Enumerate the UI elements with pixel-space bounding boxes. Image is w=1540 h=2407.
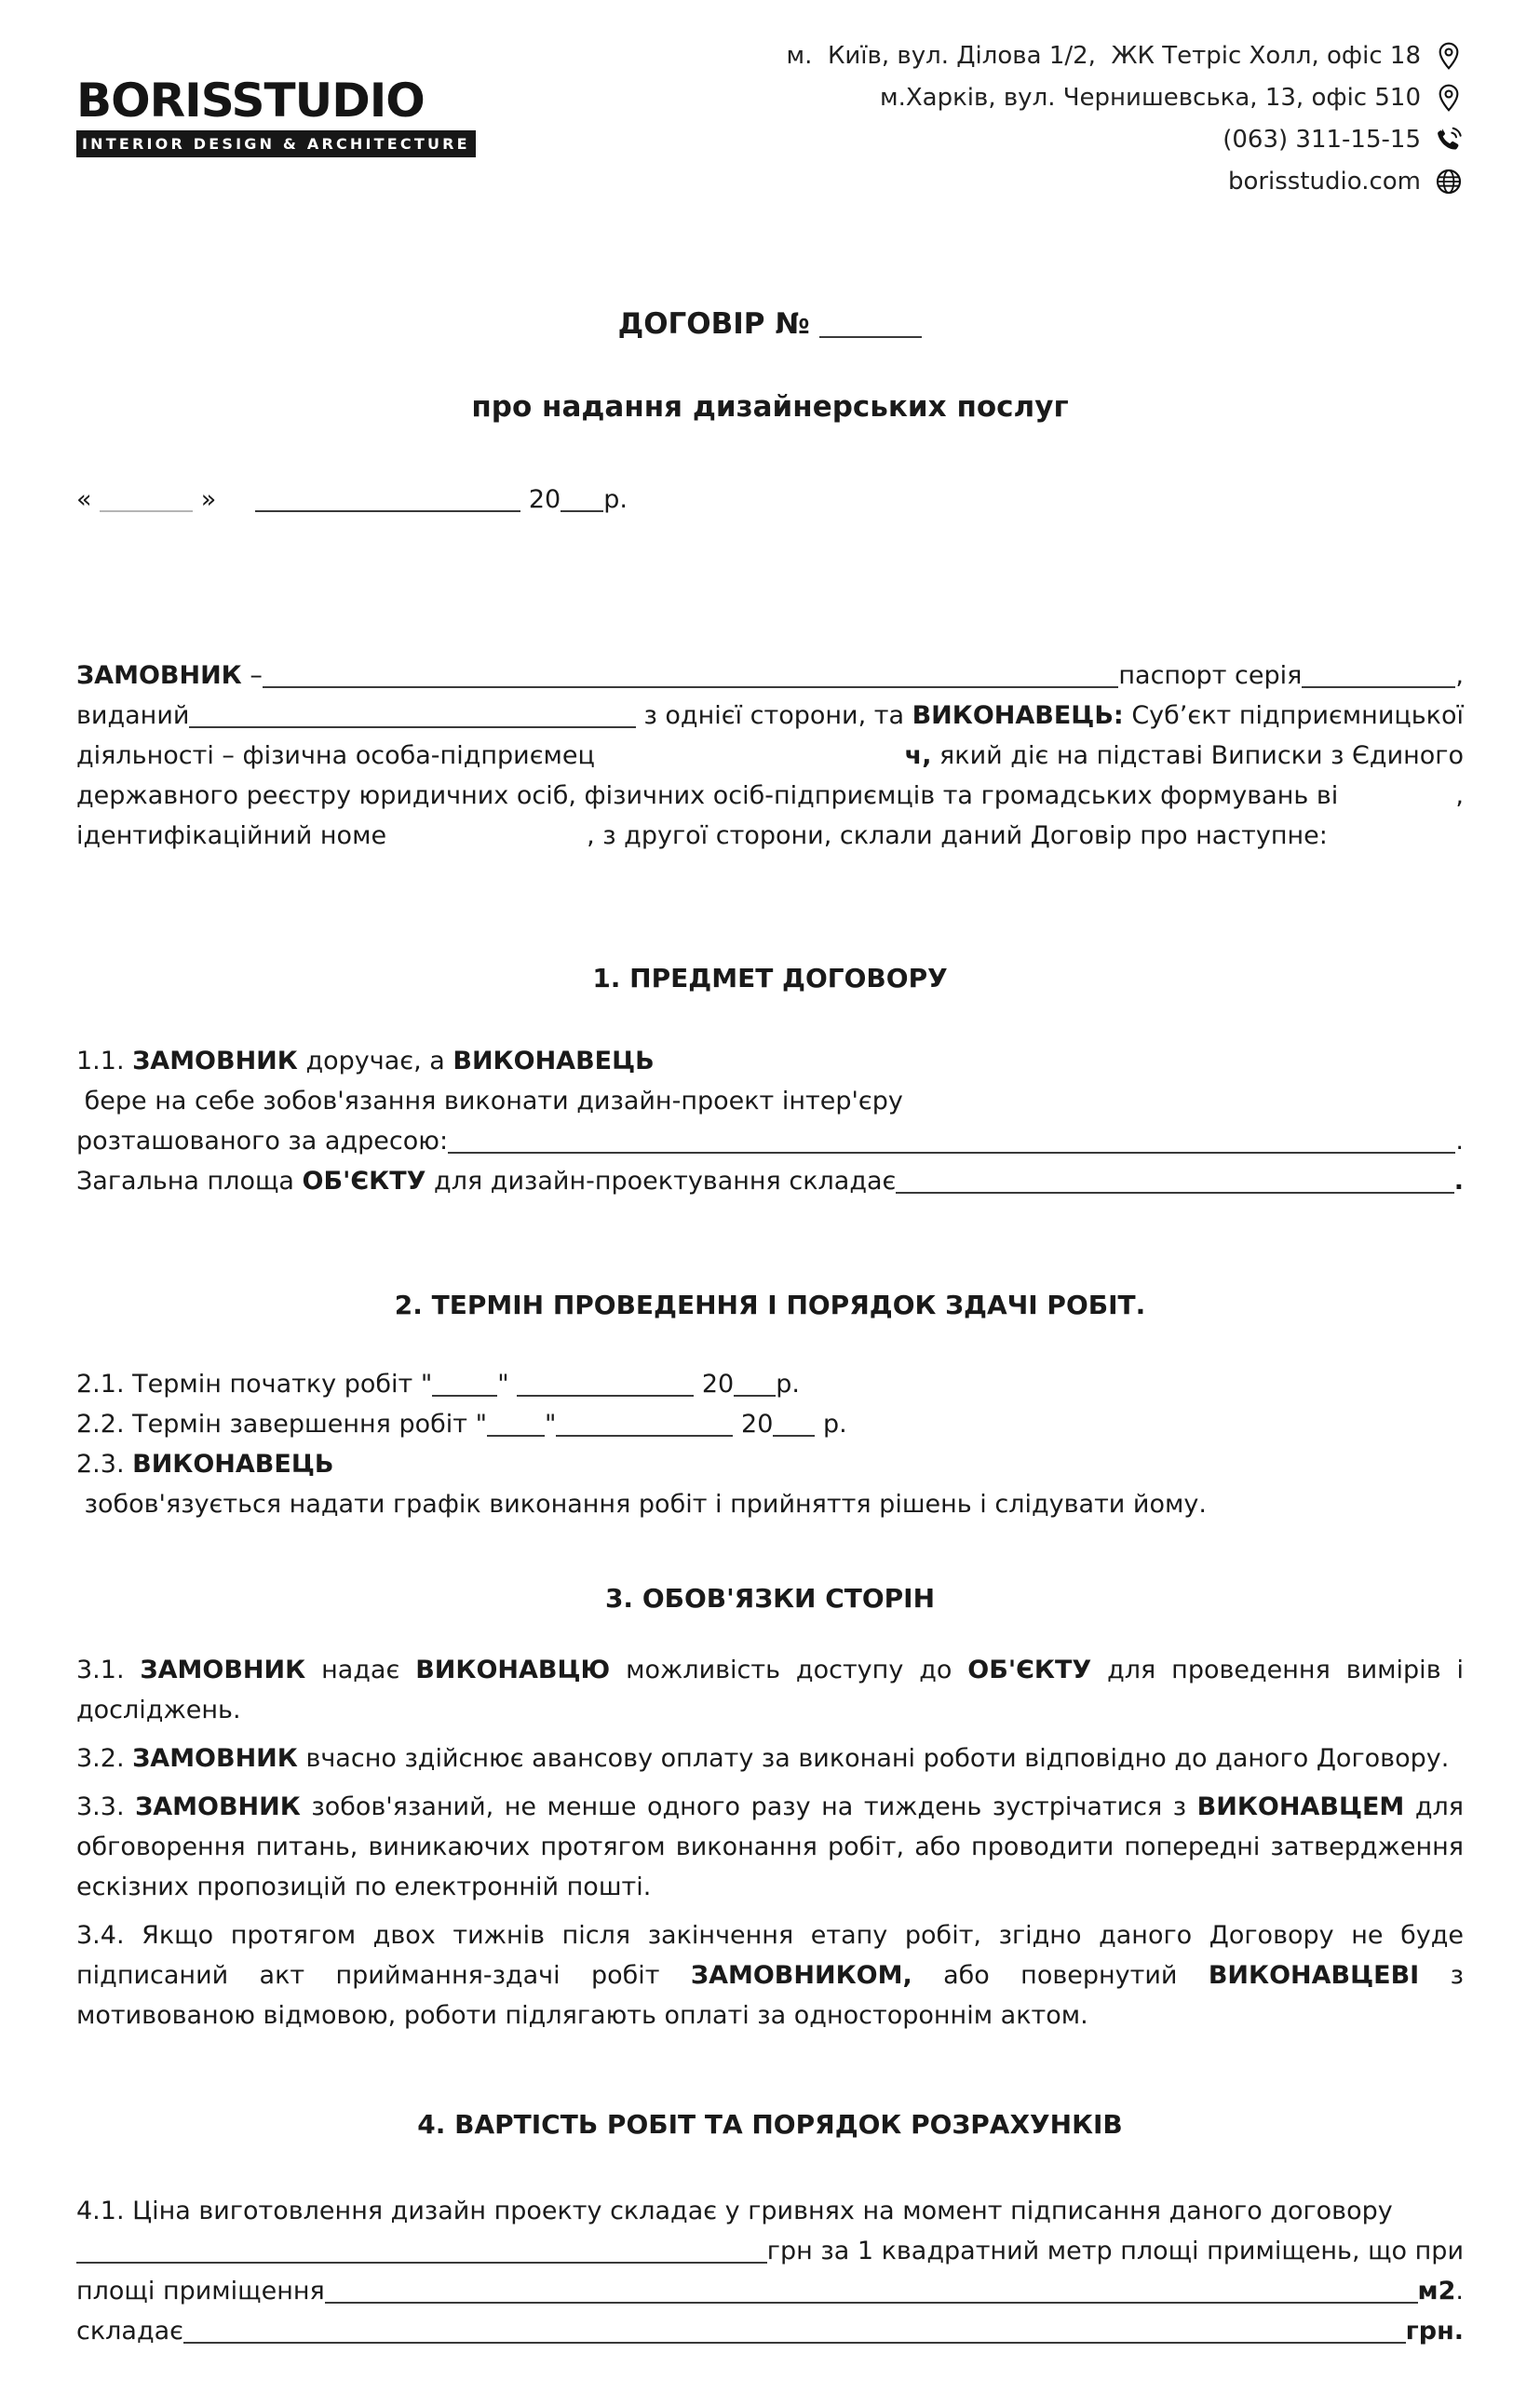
bold-text-run: ВИКОНАВЦЕМ [1196,1792,1405,1821]
text-run: « [76,485,101,514]
bold-text-run: ОБ'ЄКТУ [302,1167,426,1196]
section-1-heading [76,958,1464,998]
text-run: виданий [76,701,190,730]
section-4-body [76,2191,1464,2351]
intro-line-3 [76,736,1464,776]
bold-text-run: ЗАМОВНИК [76,661,242,690]
redacted-gap [1338,806,1455,808]
text-run: ідентифікаційний номе [76,821,387,850]
contact-row-phone [1223,125,1464,155]
clause-2-1 [76,1364,1464,1404]
intro-line-1 [76,656,1464,696]
kharkiv-address: м.Харків, вул. Чернишевська, 13, офіс 510 [879,84,1421,112]
clause-3-1 [76,1650,1472,1730]
letterhead [76,39,1464,196]
text-run: Загальна площа [76,1167,303,1196]
bold-text-run: ЗАМОВНИКОМ, [690,1961,912,1990]
text-run: " [545,1410,557,1439]
text-run: 4.1. Ціна виготовлення дизайн проекту складає у гривнях на момент підписання даного договору [76,2197,1393,2225]
text-run: » [193,485,217,514]
text-run: паспорт серія [1118,661,1303,690]
bold-text-run: ВИКОНАВЕЦЬ [453,1047,655,1075]
text-run: зобов'язаний, не менше одного разу на тиждень зустрічатися з [300,1792,1197,1821]
blank-field [183,2340,1406,2344]
bold-text-run: ОБ'ЄКТУ [967,1656,1092,1684]
text-run: Суб’єкт підприємницької [1123,701,1464,730]
doc-subtitle-line [76,387,1464,427]
blank-field [100,508,193,512]
doc-title-block [76,304,1464,345]
section-3-heading [76,1578,1464,1618]
blank-field [448,1150,1455,1154]
clause-1-1-line-3 [76,1161,1464,1201]
redacted-gap [216,510,255,512]
text-run: , [1455,781,1464,810]
bold-text-run: про надання дизайнерських послуг [471,390,1069,424]
clause-4-1-line-4 [76,2311,1464,2351]
text-run: надає [305,1656,416,1684]
doc-subtitle-block [76,387,1464,427]
text-run: – [241,661,263,690]
text-run: 1.1. [76,1047,133,1075]
text-run: для дизайн-проектування складає [426,1167,897,1196]
clause-1-1-line-2 [76,1121,1464,1161]
kyiv-address: м. Київ, вул. Ділова 1/2, ЖК Тетріс Холл, офіс 18 [786,42,1421,70]
text-run: р. [815,1410,847,1439]
bold-text-run: ЗАМОВНИК [135,1792,301,1821]
bold-text-run: 1. ПРЕДМЕТ ДОГОВОРУ [592,963,948,994]
text-run: розташованого за адресою: [76,1127,449,1156]
text-run: 3.2. [76,1744,133,1773]
text-run: можливість доступу до [610,1656,968,1684]
clause-4-1-line-1 [76,2191,1464,2231]
section-3-heading-block [76,1578,1464,1618]
section-1 [76,958,1464,1201]
globe-icon [1434,167,1464,196]
text-run: вчасно здійснює авансову оплату за виконані роботи відповідно до даного Договору. [297,1744,1450,1773]
bold-text-run: 4. ВАРТІСТЬ РОБІТ ТА ПОРЯДОК РОЗРАХУНКІВ [417,2109,1123,2140]
clause-3-2 [76,1738,1464,1778]
blank-field [556,1433,733,1437]
contact-row-kharkiv [880,83,1464,113]
location-pin-icon [1434,83,1464,113]
bold-text-run: . [1453,1167,1464,1196]
bold-text-run: ЗАМОВНИК [140,1656,306,1684]
doc-title-line [76,304,1464,345]
section-4 [76,2104,1464,2351]
blank-field [773,1433,815,1437]
intro-line-4 [76,776,1464,816]
section-2 [76,1285,1464,1524]
phone-icon [1434,125,1464,155]
bold-text-run: ЗАМОВНИК [132,1744,298,1773]
contact-row-website [1228,167,1464,196]
blank-field [325,2300,1418,2304]
blank-field [263,684,1119,688]
bold-text-run: ВИКОНАВЦЕВІ [1208,1961,1420,1990]
bold-text-run: грн. [1405,2317,1464,2346]
text-run: площі приміщення [76,2277,325,2306]
text-run: державного реєстру юридичних осіб, фізичних осіб-підприємців та громадських формувань ві [76,781,1339,810]
logo-tagline-bar [76,130,476,157]
bold-text-run: 2. ТЕРМІН ПРОВЕДЕННЯ І ПОРЯДОК ЗДАЧІ РОБІТ. [394,1290,1146,1320]
clause-2-3 [76,1444,1464,1524]
text-run: для проведення вимірів і досліджень. [76,1656,1472,1724]
text-run: , [1455,661,1464,690]
section-1-body [76,1041,1464,1201]
section-4-heading [76,2104,1464,2144]
text-run: 20 [520,485,561,514]
bold-text-run: м2 [1417,2277,1456,2306]
text-run: 20 [733,1410,774,1439]
redacted-gap [595,766,905,768]
text-run: , з другої сторони, склали даний Договір про наступне: [587,821,1328,850]
text-run: який діє на підставі Виписки з Єдиного [931,741,1464,770]
text-run: бере на себе зобов'язання виконати дизайн-проект інтер'єру [76,1087,903,1116]
contact-row-kyiv [787,41,1464,71]
section-2-body [76,1364,1464,1524]
blank-field [487,1433,545,1437]
blank-field [189,724,635,728]
bold-text-run: 3. ОБОВ'ЯЗКИ СТОРІН [604,1583,936,1614]
text-run: 3.3. [76,1792,136,1821]
blank-field [734,1393,776,1397]
text-run: з однієї сторони, та [635,701,912,730]
blank-field [819,334,922,338]
date-line-block [76,480,1464,520]
text-run: 3.1. [76,1656,141,1684]
blank-field [561,508,603,512]
text-run: діяльності – фізична особа-підприємец [76,741,595,770]
clause-4-1-line-3 [76,2271,1464,2311]
blank-field [896,1190,1453,1194]
text-run: зобов'язується надати графік виконання робіт і прийняття рішень і слідувати йому. [76,1490,1207,1519]
section-2-heading [76,1285,1464,1325]
redacted-gap [386,846,587,848]
website-url: borisstudio.com [1227,168,1421,196]
text-run: 2.3. [76,1450,133,1479]
text-run: 3.4. Якщо протягом двох тижнів після закінчення етапу робіт, згідно даного Договору не буде підписаний акт приймання-здачі робіт [76,1921,1472,1990]
bold-text-run: ВИКОНАВЕЦЬ: [912,701,1124,730]
bold-text-run: ЗАМОВНИК [132,1047,298,1075]
section-1-heading-block [76,958,1464,998]
text-run: . [1455,1127,1464,1156]
bold-text-run: ВИКОНАВЕЦЬ [132,1450,334,1479]
text-run: грн за 1 квадратний метр площі приміщень, що при [766,2237,1464,2265]
parties-intro-paragraph [76,656,1464,856]
clause-4-1-line-2 [76,2231,1464,2271]
bold-text-run: ВИКОНАВЦЮ [415,1656,611,1684]
blank-field [255,508,520,512]
text-run: для обговорення питань, виникаючих протягом виконання робіт, або проводити попередні затвердження ескізних пропозицій по електронній пошті. [76,1792,1472,1901]
clause-1-1-line-1 [76,1041,1464,1121]
blank-field [517,1393,694,1397]
phone-number: (063) 311-15-15 [1223,126,1421,154]
intro-line-2 [76,696,1464,736]
blank-field [1302,684,1455,688]
text-run: " [497,1370,518,1399]
text-run: 20 [694,1370,735,1399]
blank-field [76,2260,767,2264]
section-2-heading-block [76,1285,1464,1325]
section-3-body [76,1650,1472,2035]
date-line [76,480,1464,520]
text-run: 2.2. Термін завершення робіт " [76,1410,488,1439]
text-run: з мотивованою відмовою, роботи підлягають оплаті за одностороннім актом. [76,1961,1472,2030]
text-run: доручає, а [297,1047,453,1075]
section-3 [76,1578,1472,2035]
intro-line-5 [76,816,1464,856]
blank-field [432,1393,497,1397]
clause-2-2 [76,1404,1464,1444]
text-run: складає [76,2317,183,2346]
logo-wordmark: BORISSTUDIO [76,74,425,128]
location-pin-icon [1434,41,1464,71]
section-4-heading-block [76,2104,1464,2144]
clause-3-4 [76,1915,1472,2035]
contact-block [787,41,1464,196]
text-run: р. [776,1370,800,1399]
bold-text-run: ДОГОВІР № [617,307,820,341]
text-run: 2.1. Термін початку робіт " [76,1370,433,1399]
text-run: або повернутий [912,1961,1209,1990]
bold-text-run: ч, [904,741,932,770]
logo [76,76,476,157]
text-run: р. [603,485,628,514]
text-run: . [1455,2277,1464,2306]
clause-3-3 [76,1787,1472,1907]
logo-tagline: INTERIOR DESIGN & ARCHITECTURE [82,134,470,153]
